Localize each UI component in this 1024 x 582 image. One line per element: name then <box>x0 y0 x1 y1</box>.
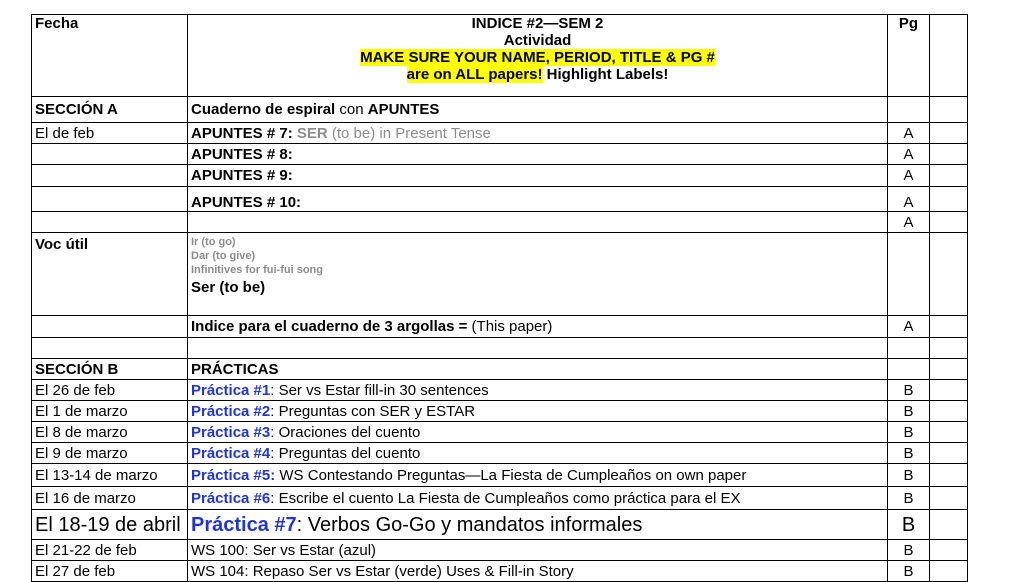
empty-cell <box>188 338 888 359</box>
empty-cell <box>930 187 968 212</box>
practica-desc: Práctica #7: Verbos Go-Go y mandatos informales <box>188 510 888 540</box>
voc-item: Dar (to give) <box>191 250 256 262</box>
practica-pg: B <box>888 380 930 401</box>
practica-desc: Práctica #1: Ser vs Estar fill-in 30 sentences <box>188 380 888 401</box>
voc-row <box>32 233 968 316</box>
practica-fecha: El 8 de marzo <box>32 422 188 443</box>
header-instruction: MAKE SURE YOUR NAME, PERIOD, TITLE & PG # <box>360 49 715 66</box>
header-instruction-rest: Highlight Labels! <box>542 66 669 83</box>
voc-label: Voc útil <box>32 233 188 316</box>
practica-fecha: El 1 de marzo <box>32 401 188 422</box>
practica-pg: B <box>888 422 930 443</box>
apuntes-fecha <box>32 187 188 212</box>
ws-pg: B <box>888 561 930 582</box>
seccion-b-label: SECCIÓN B <box>32 359 188 380</box>
voc-item: Infinitives for fui-fui song <box>191 264 323 276</box>
practica-desc: Práctica #2: Preguntas con SER y ESTAR <box>188 401 888 422</box>
empty-cell <box>888 97 930 123</box>
voc-list <box>188 233 888 316</box>
empty-cell <box>930 97 968 123</box>
apuntes-title: APUNTES # 9: <box>188 165 888 187</box>
seccion-b-title: PRÁCTICAS <box>188 359 888 380</box>
apuntes-pg: A <box>888 165 930 187</box>
apuntes-row <box>32 165 968 187</box>
seccion-a-title: Cuaderno de espiral con APUNTES <box>188 97 888 123</box>
apuntes-row <box>32 187 968 212</box>
practica-pg: B <box>888 401 930 422</box>
empty-cell <box>930 338 968 359</box>
ws-fecha: El 27 de feb <box>32 561 188 582</box>
practica-fecha: El 18-19 de abril <box>32 510 188 540</box>
practica-pg: B <box>888 510 930 540</box>
apuntes-title <box>188 212 888 233</box>
apuntes-row <box>32 123 968 144</box>
practica-desc: Práctica #5: WS Contestando Preguntas—La Fiesta de Cumpleaños on own paper <box>188 464 888 487</box>
indice-pg: A <box>888 316 930 338</box>
empty-cell <box>32 316 188 338</box>
empty-cell <box>930 443 968 464</box>
header-instruction-highlight: are on ALL papers! <box>406 66 543 83</box>
apuntes-row <box>32 212 968 233</box>
empty-cell <box>930 233 968 316</box>
empty-cell <box>930 540 968 561</box>
apuntes-fecha <box>32 165 188 187</box>
practica-row <box>32 464 968 487</box>
empty-cell <box>930 123 968 144</box>
apuntes-title: APUNTES # 7: SER (to be) in Present Tense <box>188 123 888 144</box>
ws-desc: WS 100: Ser vs Estar (azul) <box>188 540 888 561</box>
ws-fecha: El 21-22 de feb <box>32 540 188 561</box>
apuntes-fecha <box>32 212 188 233</box>
practica-fecha: El 26 de feb <box>32 380 188 401</box>
apuntes-fecha <box>32 144 188 165</box>
ws-pg: B <box>888 540 930 561</box>
practica-pg: B <box>888 464 930 487</box>
empty-cell <box>32 338 188 359</box>
practica-row <box>32 487 968 510</box>
practica-pg: B <box>888 487 930 510</box>
empty-cell <box>930 212 968 233</box>
empty-cell <box>930 316 968 338</box>
ws-row <box>32 561 968 582</box>
apuntes-row <box>32 144 968 165</box>
practica-row-large <box>32 510 968 540</box>
empty-cell <box>930 487 968 510</box>
empty-cell <box>930 561 968 582</box>
apuntes-title: APUNTES # 10: <box>188 187 888 212</box>
seccion-b-row <box>32 359 968 380</box>
practica-desc: Práctica #3: Oraciones del cuento <box>188 422 888 443</box>
empty-cell <box>930 15 968 97</box>
header-title: INDICE #2—SEM 2 <box>471 15 604 32</box>
practica-row <box>32 422 968 443</box>
practica-row <box>32 443 968 464</box>
practica-row <box>32 380 968 401</box>
voc-ser: Ser (to be) <box>191 279 266 296</box>
header-row <box>32 15 968 97</box>
practica-fecha: El 16 de marzo <box>32 487 188 510</box>
apuntes-title: APUNTES # 8: <box>188 144 888 165</box>
empty-cell <box>888 233 930 316</box>
apuntes-pg: A <box>888 212 930 233</box>
practica-pg: B <box>888 443 930 464</box>
empty-cell <box>930 510 968 540</box>
empty-cell <box>888 338 930 359</box>
practica-row <box>32 401 968 422</box>
apuntes-fecha: El de feb <box>32 123 188 144</box>
empty-cell <box>930 464 968 487</box>
voc-item: Ir (to go) <box>191 236 236 248</box>
ws-desc: WS 104: Repaso Ser vs Estar (verde) Uses & Fill-in Story <box>188 561 888 582</box>
apuntes-pg: A <box>888 144 930 165</box>
fecha-header: Fecha <box>32 15 188 97</box>
pg-header: Pg <box>888 15 930 97</box>
practica-desc: Práctica #4: Preguntas del cuento <box>188 443 888 464</box>
header-subtitle: Actividad <box>503 32 572 49</box>
seccion-a-label: SECCIÓN A <box>32 97 188 123</box>
apuntes-pg: A <box>888 123 930 144</box>
spacer-row <box>32 338 968 359</box>
seccion-a-row <box>32 97 968 123</box>
indice-row <box>32 316 968 338</box>
index-table <box>31 14 968 582</box>
empty-cell <box>930 165 968 187</box>
empty-cell <box>930 422 968 443</box>
activity-header <box>188 15 888 97</box>
empty-cell <box>888 359 930 380</box>
practica-desc: Práctica #6: Escribe el cuento La Fiesta de Cumpleaños como práctica para el EX <box>188 487 888 510</box>
practica-fecha: El 9 de marzo <box>32 443 188 464</box>
ws-row <box>32 540 968 561</box>
indice-title: Indice para el cuaderno de 3 argollas = (This paper) <box>188 316 888 338</box>
empty-cell <box>930 401 968 422</box>
empty-cell <box>930 359 968 380</box>
apuntes-pg: A <box>888 187 930 212</box>
empty-cell <box>930 380 968 401</box>
practica-fecha: El 13-14 de marzo <box>32 464 188 487</box>
empty-cell <box>930 144 968 165</box>
